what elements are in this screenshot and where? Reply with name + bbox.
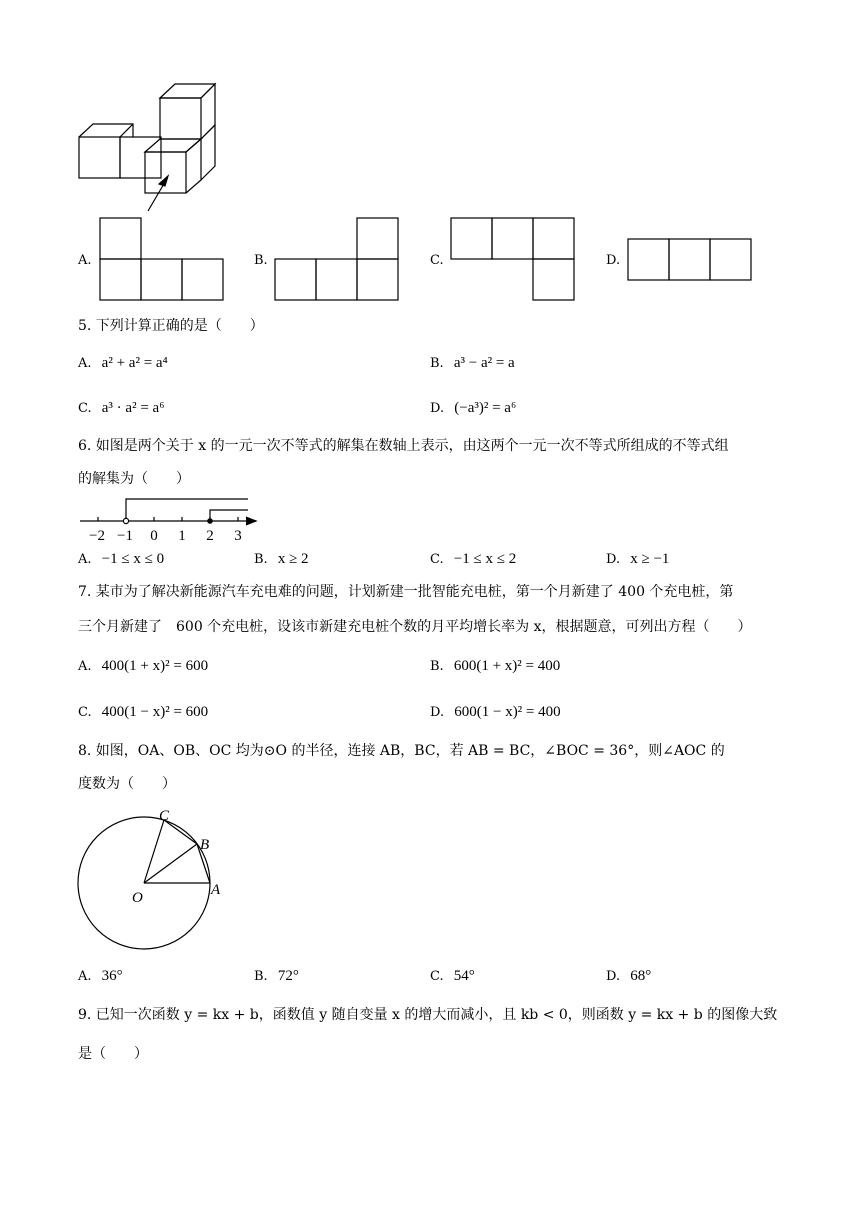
q8-stem-line1: 8. 如图，OA、OB、OC 均为⊙O 的半径，连接 AB，BC，若 AB = BC，∠BOC = 36°，则∠AOC 的 <box>78 743 725 759</box>
q4-option-d-figure[interactable] <box>626 237 754 283</box>
q6-option-d[interactable] <box>606 549 669 570</box>
q5-option-c-expr: a³ · a² = a⁶ <box>101 400 165 416</box>
q5-option-c[interactable] <box>78 398 164 419</box>
q5-option-d-expr: (−a³)² = a⁶ <box>454 400 517 416</box>
axis-label: 3 <box>234 528 242 544</box>
q7-option-a-label: A. <box>78 659 92 674</box>
q5-option-b-label: B. <box>430 356 444 371</box>
q8-circle-figure <box>74 806 234 966</box>
q8-option-d[interactable] <box>606 966 651 987</box>
q5-option-b[interactable] <box>430 353 515 374</box>
radius-ob <box>144 844 197 883</box>
point-a-label: A <box>211 882 221 898</box>
q7-option-c[interactable] <box>78 702 208 723</box>
axis-label: 1 <box>178 528 186 544</box>
q5-option-b-expr: a³ − a² = a <box>453 355 515 371</box>
closed-dot-two <box>207 518 213 524</box>
q9-stem-line1: 9. 已知一次函数 y = kx + b，函数值 y 随自变量 x 的增大而减小，且 kb < 0，则函数 y = kx + b 的图像大致 <box>78 1007 778 1023</box>
q6-option-b-label: B. <box>254 552 268 567</box>
q5-option-d[interactable] <box>430 398 516 419</box>
q8-stem-line2: 度数为（ ） <box>78 776 176 792</box>
q7-option-a-expr: 400(1 + x)² = 600 <box>101 658 209 674</box>
q7-option-d-label: D. <box>430 705 445 720</box>
q5-option-a[interactable] <box>78 353 168 374</box>
q8-option-d-label: D. <box>606 969 621 984</box>
q6-stem-line2: 的解集为（ ） <box>78 471 190 487</box>
radius-oc <box>144 820 164 883</box>
q7-option-c-expr: 400(1 − x)² = 600 <box>101 704 209 720</box>
q8-option-d-expr: 68° <box>630 968 652 984</box>
q8-option-c-expr: 54° <box>453 968 475 984</box>
q5-option-d-label: D. <box>430 401 445 416</box>
q6-option-b[interactable] <box>254 549 309 570</box>
ray-from-minus-one <box>126 499 248 519</box>
q8-option-b-label: B. <box>254 969 268 984</box>
q7-option-d-expr: 600(1 − x)² = 400 <box>454 704 561 720</box>
point-b-label: B <box>200 837 210 853</box>
axis-label: −2 <box>89 528 105 544</box>
point-o-label: O <box>132 890 143 906</box>
axis-arrow-icon <box>246 517 256 525</box>
q7-stem-line1: 7. 某市为了解决新能源汽车充电难的问题，计划新建一批智能充电桩，第一个月新建了 400 个充电桩，第 <box>78 584 734 600</box>
q8-option-b-expr: 72° <box>277 968 299 984</box>
q8-option-a[interactable] <box>78 966 123 987</box>
axis-label: −1 <box>117 528 133 544</box>
q7-option-b-label: B. <box>430 659 444 674</box>
q6-option-a-expr: −1 ≤ x ≤ 0 <box>101 551 165 567</box>
q4-option-c-figure[interactable] <box>449 216 577 302</box>
q8-option-a-expr: 36° <box>101 968 123 984</box>
q4-option-a-figure[interactable] <box>98 216 226 302</box>
point-c-label: C <box>159 808 170 824</box>
q7-option-b-expr: 600(1 + x)² = 400 <box>453 658 561 674</box>
q4-option-d-label[interactable]: D. <box>606 253 621 268</box>
q6-option-d-expr: x ≥ −1 <box>630 551 670 567</box>
q5-option-c-label: C. <box>78 401 92 416</box>
q6-option-d-label: D. <box>606 552 621 567</box>
q8-option-b[interactable] <box>254 966 299 987</box>
q6-stem-line1: 6. 如图是两个关于 x 的一元一次不等式的解集在数轴上表示，由这两个一元一次不等式所组成的不等式组 <box>78 438 729 454</box>
q5-stem: 5. 下列计算正确的是（ ） <box>78 318 264 334</box>
axis-label: 2 <box>206 528 214 544</box>
q7-option-a[interactable] <box>78 656 208 677</box>
q4-option-b-figure[interactable] <box>273 216 401 302</box>
q6-number-line <box>78 492 263 544</box>
q7-stem-line2: 三个月新建了 600 个充电桩，设该市新建充电桩个数的月平均增长率为 x，根据题意，可列出方程（ ） <box>78 619 752 635</box>
axis-label: 0 <box>150 528 158 544</box>
q8-option-a-label: A. <box>78 969 92 984</box>
q6-option-a-label: A. <box>78 552 92 567</box>
q5-option-a-label: A. <box>78 356 92 371</box>
q6-option-b-expr: x ≥ 2 <box>277 551 309 567</box>
q7-option-d[interactable] <box>430 702 561 723</box>
q4-option-a-label[interactable]: A. <box>78 253 92 268</box>
open-dot-minus-one <box>123 518 128 523</box>
q4-option-c-label[interactable]: C. <box>430 253 444 268</box>
q6-option-c-label: C. <box>430 552 444 567</box>
q9-stem-line2: 是（ ） <box>78 1046 148 1062</box>
q7-option-b[interactable] <box>430 656 560 677</box>
q6-option-a[interactable] <box>78 549 164 570</box>
q8-option-c-label: C. <box>430 969 444 984</box>
q8-option-c[interactable] <box>430 966 475 987</box>
q6-option-c[interactable] <box>430 549 516 570</box>
q5-option-a-expr: a² + a² = a⁴ <box>101 355 168 371</box>
q4-option-b-label[interactable]: B. <box>254 253 268 268</box>
q6-option-c-expr: −1 ≤ x ≤ 2 <box>453 551 517 567</box>
q7-option-c-label: C. <box>78 705 92 720</box>
ray-from-two <box>210 510 248 519</box>
cube-stack-figure <box>70 80 230 220</box>
